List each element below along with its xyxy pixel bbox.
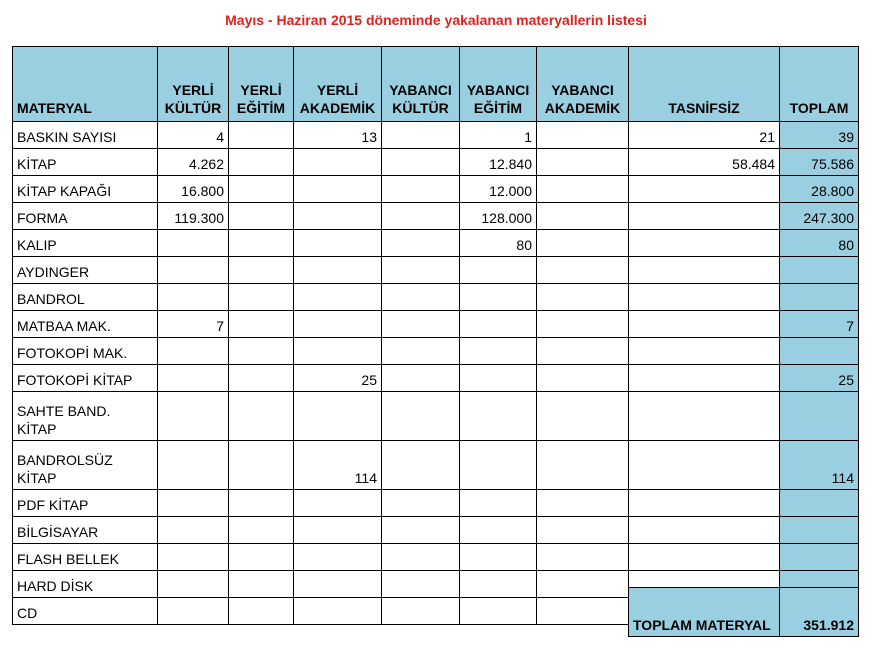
table-cell <box>158 284 229 311</box>
row-label: BANDROL <box>13 284 158 311</box>
table-cell <box>294 598 382 625</box>
row-total-cell <box>780 257 859 284</box>
table-row <box>13 338 859 365</box>
row-label: FLASH BELLEK <box>13 544 158 571</box>
table-cell <box>294 571 382 598</box>
summary-row <box>629 588 859 637</box>
table-cell <box>537 365 629 392</box>
row-total-cell <box>780 544 859 571</box>
column-header-materyal: MATERYAL <box>13 47 158 122</box>
table-cell <box>294 284 382 311</box>
table-cell <box>460 338 537 365</box>
table-cell <box>537 490 629 517</box>
column-header-yerli-kultur: YERLİ KÜLTÜR <box>158 47 229 122</box>
row-total-cell: 7 <box>780 311 859 338</box>
row-total-cell: 75.586 <box>780 149 859 176</box>
table-cell <box>229 392 294 441</box>
row-total-cell <box>780 338 859 365</box>
row-total-cell: 114 <box>780 441 859 490</box>
column-header-yerli-egitim: YERLİ EĞİTİM <box>229 47 294 122</box>
row-label: MATBAA MAK. <box>13 311 158 338</box>
table-cell: 7 <box>158 311 229 338</box>
row-total-cell: 25 <box>780 365 859 392</box>
table-cell <box>382 571 460 598</box>
table-cell: 128.000 <box>460 203 537 230</box>
row-total-cell <box>780 392 859 441</box>
table-cell <box>382 365 460 392</box>
summary-value: 351.912 <box>780 588 859 637</box>
table-cell <box>629 176 780 203</box>
table-cell <box>460 598 537 625</box>
row-total-cell <box>780 284 859 311</box>
table-row <box>13 149 859 176</box>
table-cell <box>229 490 294 517</box>
column-header-yabanci-egitim: YABANCI EĞİTİM <box>460 47 537 122</box>
table-cell <box>537 441 629 490</box>
table-cell <box>537 149 629 176</box>
table-row <box>13 176 859 203</box>
table-cell <box>460 544 537 571</box>
table-cell <box>158 365 229 392</box>
row-total-cell: 39 <box>780 122 859 149</box>
table-cell <box>158 544 229 571</box>
table-cell <box>629 284 780 311</box>
row-label: KİTAP KAPAĞI <box>13 176 158 203</box>
table-cell <box>460 441 537 490</box>
table-cell <box>382 257 460 284</box>
table-cell <box>460 284 537 311</box>
table-cell <box>460 365 537 392</box>
table-cell: 12.840 <box>460 149 537 176</box>
table-cell: 1 <box>460 122 537 149</box>
table-cell <box>158 338 229 365</box>
table-cell <box>629 365 780 392</box>
table-cell: 58.484 <box>629 149 780 176</box>
table-cell <box>229 311 294 338</box>
table-cell <box>382 311 460 338</box>
header-row <box>13 47 859 122</box>
column-header-yabanci-kultur: YABANCI KÜLTÜR <box>382 47 460 122</box>
table-cell <box>629 311 780 338</box>
table-row <box>13 517 859 544</box>
table-cell: 4.262 <box>158 149 229 176</box>
table-cell <box>460 392 537 441</box>
table-cell <box>382 544 460 571</box>
table-cell <box>537 284 629 311</box>
row-label: BİLGİSAYAR <box>13 517 158 544</box>
row-total-cell: 28.800 <box>780 176 859 203</box>
page-title: Mayıs - Haziran 2015 döneminde yakalanan materyallerin listesi <box>225 12 647 28</box>
table-row <box>13 257 859 284</box>
table-cell: 12.000 <box>460 176 537 203</box>
table-cell <box>382 203 460 230</box>
table-row <box>13 392 859 441</box>
column-header-toplam: TOPLAM <box>780 47 859 122</box>
table-cell: 114 <box>294 441 382 490</box>
table-cell <box>294 311 382 338</box>
row-label: HARD DİSK <box>13 571 158 598</box>
table-cell <box>537 257 629 284</box>
table-cell <box>382 230 460 257</box>
table-cell <box>629 338 780 365</box>
table-cell <box>537 122 629 149</box>
table-cell <box>537 176 629 203</box>
row-label: FOTOKOPİ MAK. <box>13 338 158 365</box>
table-row <box>13 203 859 230</box>
table-cell <box>629 257 780 284</box>
table-cell <box>629 203 780 230</box>
row-total-cell: 247.300 <box>780 203 859 230</box>
table-body <box>13 122 859 625</box>
table-cell <box>382 441 460 490</box>
table-cell <box>229 598 294 625</box>
table-cell: 16.800 <box>158 176 229 203</box>
row-total-cell <box>780 517 859 544</box>
table-cell: 119.300 <box>158 203 229 230</box>
table-cell <box>460 257 537 284</box>
table-cell: 80 <box>460 230 537 257</box>
table-cell <box>460 571 537 598</box>
table-cell <box>158 392 229 441</box>
table-cell <box>460 490 537 517</box>
table-cell <box>382 149 460 176</box>
table-row <box>13 441 859 490</box>
row-label: BASKIN SAYISI <box>13 122 158 149</box>
table-cell <box>537 203 629 230</box>
table-row <box>13 311 859 338</box>
table-cell <box>382 338 460 365</box>
table-cell <box>460 517 537 544</box>
table-cell <box>229 571 294 598</box>
table-cell <box>629 441 780 490</box>
row-label: AYDINGER <box>13 257 158 284</box>
table-cell <box>229 122 294 149</box>
table-cell <box>294 149 382 176</box>
table-cell <box>382 392 460 441</box>
table-cell <box>537 517 629 544</box>
summary-table <box>628 587 859 637</box>
row-label: CD <box>13 598 158 625</box>
column-header-yerli-akademik: YERLİ AKADEMİK <box>294 47 382 122</box>
table-cell <box>229 149 294 176</box>
table-cell <box>158 571 229 598</box>
table-cell <box>537 571 629 598</box>
table-cell <box>382 598 460 625</box>
table-cell <box>294 230 382 257</box>
row-label: FOTOKOPİ KİTAP <box>13 365 158 392</box>
row-label: SAHTE BAND. KİTAP <box>13 392 158 441</box>
table-cell <box>629 490 780 517</box>
table-cell <box>537 338 629 365</box>
table-row <box>13 490 859 517</box>
table-cell: 13 <box>294 122 382 149</box>
table-cell: 4 <box>158 122 229 149</box>
table-cell <box>382 517 460 544</box>
summary-label: TOPLAM MATERYAL <box>629 588 780 637</box>
table-cell <box>382 490 460 517</box>
table-cell <box>294 517 382 544</box>
table-cell <box>382 176 460 203</box>
row-total-cell <box>780 490 859 517</box>
table-cell <box>229 365 294 392</box>
table-cell <box>629 544 780 571</box>
row-total-cell: 80 <box>780 230 859 257</box>
table-cell <box>229 257 294 284</box>
table-cell <box>229 230 294 257</box>
table-cell <box>158 490 229 517</box>
table-row <box>13 230 859 257</box>
table-cell <box>382 284 460 311</box>
table-cell <box>629 392 780 441</box>
table-cell <box>382 122 460 149</box>
table-cell <box>294 257 382 284</box>
row-label: FORMA <box>13 203 158 230</box>
table-cell <box>537 544 629 571</box>
table-cell <box>537 598 629 625</box>
table-cell <box>537 230 629 257</box>
row-label: BANDROLSÜZ KİTAP <box>13 441 158 490</box>
row-label: PDF KİTAP <box>13 490 158 517</box>
table-cell <box>294 544 382 571</box>
table-cell <box>294 203 382 230</box>
table-cell: 21 <box>629 122 780 149</box>
table-cell <box>537 311 629 338</box>
table-row <box>13 544 859 571</box>
table-cell <box>294 490 382 517</box>
column-header-yabanci-akademik: YABANCI AKADEMİK <box>537 47 629 122</box>
table-cell <box>294 338 382 365</box>
table-cell <box>158 517 229 544</box>
table-row <box>13 365 859 392</box>
table-cell <box>158 257 229 284</box>
table-cell <box>294 176 382 203</box>
materials-table <box>12 46 859 625</box>
column-header-tasnifsiz: TASNİFSİZ <box>629 47 780 122</box>
table-cell <box>158 441 229 490</box>
row-label: KALIP <box>13 230 158 257</box>
table-cell <box>629 230 780 257</box>
table-cell: 25 <box>294 365 382 392</box>
table-cell <box>158 598 229 625</box>
table-cell <box>229 203 294 230</box>
table-cell <box>229 544 294 571</box>
table-cell <box>629 517 780 544</box>
table-cell <box>229 441 294 490</box>
table-row <box>13 284 859 311</box>
table-cell <box>229 284 294 311</box>
table-cell <box>229 176 294 203</box>
table-cell <box>229 517 294 544</box>
table-cell <box>294 392 382 441</box>
row-label: KİTAP <box>13 149 158 176</box>
table-cell <box>158 230 229 257</box>
table-cell <box>537 392 629 441</box>
table-cell <box>229 338 294 365</box>
table-row <box>13 122 859 149</box>
table-cell <box>460 311 537 338</box>
